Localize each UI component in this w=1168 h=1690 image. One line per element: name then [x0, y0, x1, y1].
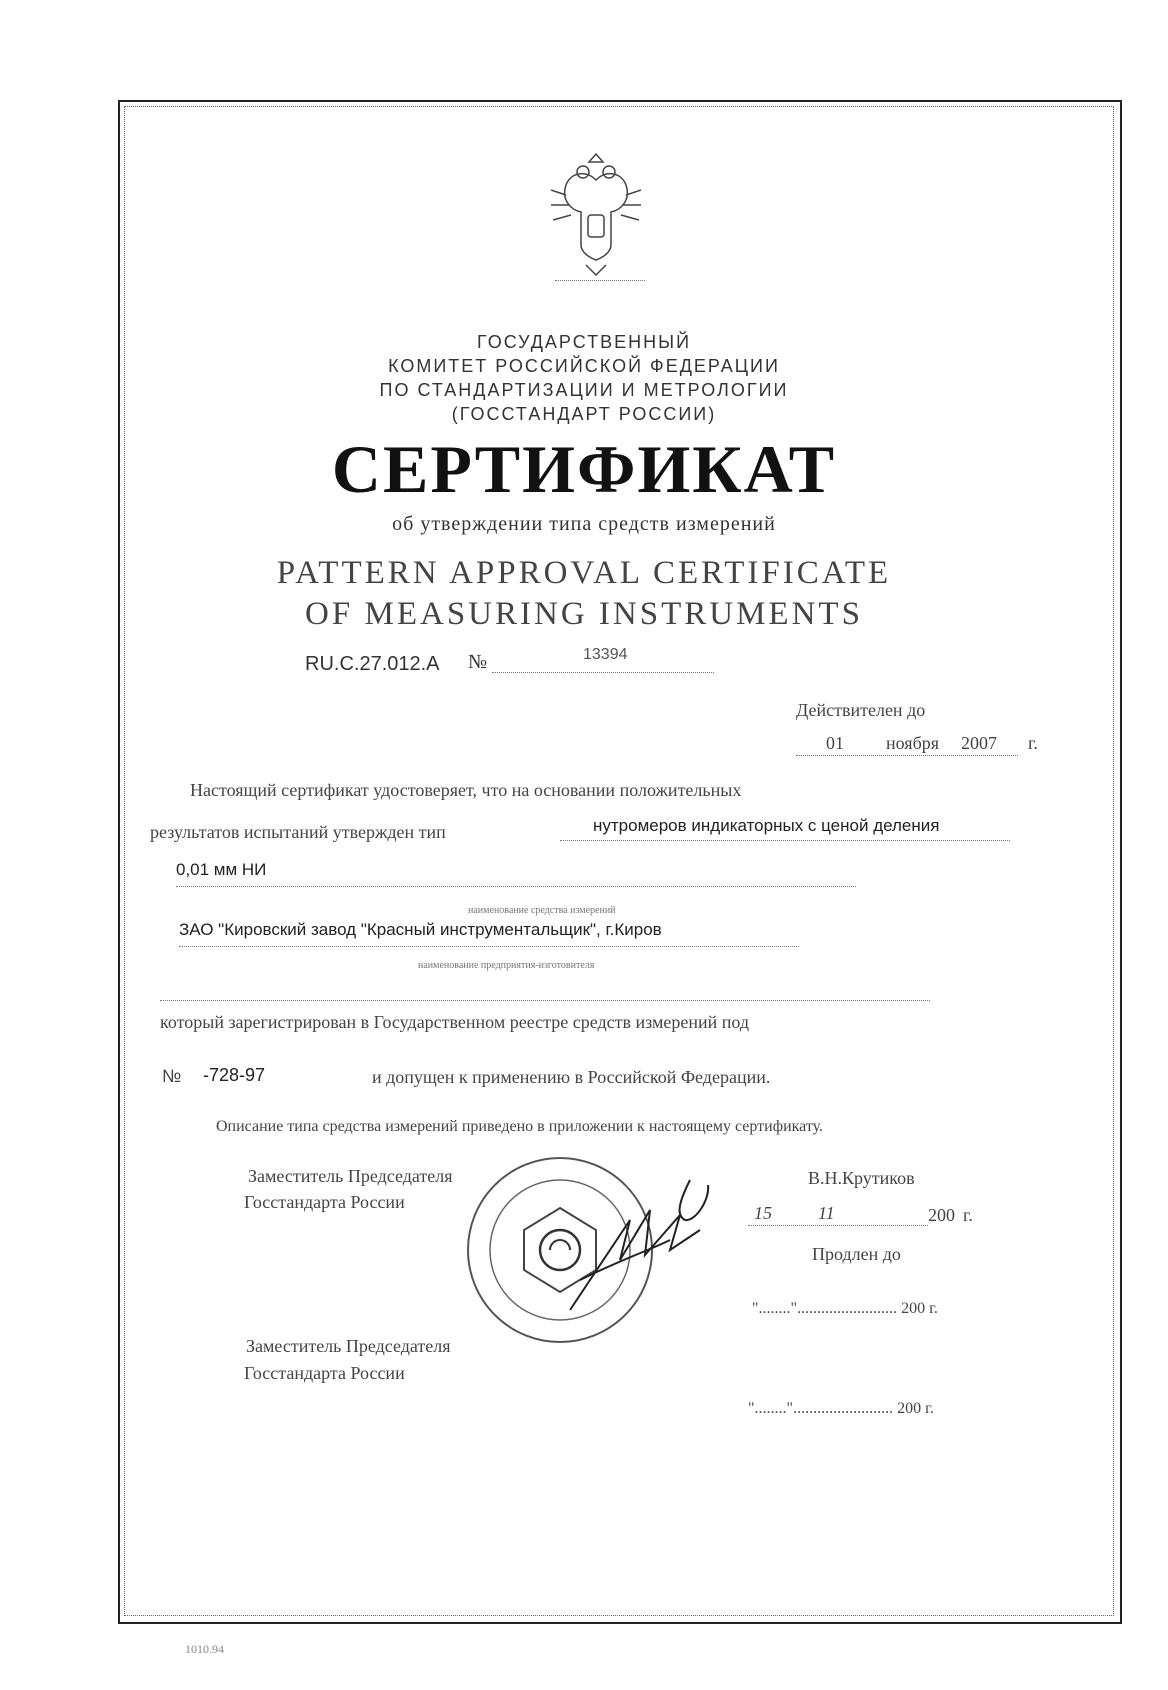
instrument-caption: наименование средства измерений [468, 905, 616, 916]
number-dotted-line [492, 672, 714, 673]
certificate-subtitle: об утверждении типа средств измерений [392, 513, 776, 535]
body-paragraph-5: Описание типа средства измерений приведено в приложении к настоящему сертификату. [216, 1118, 824, 1135]
validity-label: Действителен до [796, 700, 926, 720]
org-line-3: ПО СТАНДАРТИЗАЦИИ И МЕТРОЛОГИИ [379, 380, 789, 400]
body-paragraph-3: который зарегистрирован в Государственном реестре средств измерений под [160, 1012, 750, 1032]
number-sign: № [468, 651, 488, 673]
org-line-2: КОМИТЕТ РОССИЙСКОЙ ФЕДЕРАЦИИ [388, 356, 780, 376]
validity-date [796, 733, 1046, 759]
manufacturer-name: ЗАО "Кировский завод "Красный инструментальщик", г.Киров [179, 920, 662, 939]
extension-date-2: "........"......................... 200 г. [748, 1400, 934, 1417]
signatory-role-line-4: Госстандарта России [244, 1363, 405, 1383]
signatory-role-line-2: Госстандарта России [244, 1192, 405, 1212]
signatory-role-line-3: Заместитель Председателя [246, 1336, 451, 1356]
validity-day: 01 [826, 733, 844, 753]
instrument-name-line-1: нутромеров индикаторных с ценой деления [593, 816, 940, 835]
manufacturer-dots [179, 946, 799, 947]
blank-dotted-line [160, 1000, 930, 1001]
emblem-underline [555, 280, 645, 281]
handwritten-signature [560, 1160, 760, 1320]
issue-month: 11 [818, 1203, 835, 1223]
issue-suffix: г. [963, 1205, 973, 1225]
instrument-name-line-2: 0,01 мм НИ [176, 860, 267, 879]
form-code: 1010.94 [185, 1642, 224, 1656]
certificate-title: СЕРТИФИКАТ [331, 431, 837, 507]
signatory-name: В.Н.Крутиков [808, 1168, 915, 1188]
org-line-1: ГОСУДАРСТВЕННЫЙ [476, 332, 692, 352]
body-paragraph-2: результатов испытаний утвержден тип [150, 822, 446, 842]
body-paragraph-1: Настоящий сертификат удостоверяет, что на основании положительных [190, 780, 742, 800]
validity-suffix: г. [1028, 733, 1038, 753]
body-paragraph-4: и допущен к применению в Российской Федерации. [372, 1067, 771, 1087]
registry-number-sign: № [162, 1066, 182, 1086]
validity-year: 2007 [961, 733, 997, 753]
certificate-prefix: RU.C.27.012.A [305, 653, 440, 675]
registry-number: -728-97 [203, 1065, 266, 1085]
english-title-line-2: OF MEASURING INSTRUMENTS [305, 596, 863, 632]
manufacturer-caption: наименование предприятия-изготовителя [418, 960, 595, 971]
certificate-number: 13394 [583, 646, 628, 663]
issue-date [748, 1203, 1008, 1231]
org-line-4: (ГОССТАНДАРТ РОССИИ) [451, 404, 717, 424]
extension-date-1: "........"......................... 200 г. [752, 1300, 938, 1317]
english-title-line-1: PATTERN APPROVAL CERTIFICATE [276, 555, 892, 591]
signatory-role-line-1: Заместитель Председателя [248, 1166, 453, 1186]
extended-until-label: Продлен до [812, 1244, 901, 1264]
coat-of-arms-emblem [541, 150, 651, 280]
instrument-line-1-dots [560, 840, 1010, 841]
validity-month: ноября [886, 733, 940, 753]
issue-day: 15 [754, 1203, 772, 1223]
issue-year: 200 [928, 1205, 955, 1225]
instrument-line-2-dots [176, 886, 856, 887]
